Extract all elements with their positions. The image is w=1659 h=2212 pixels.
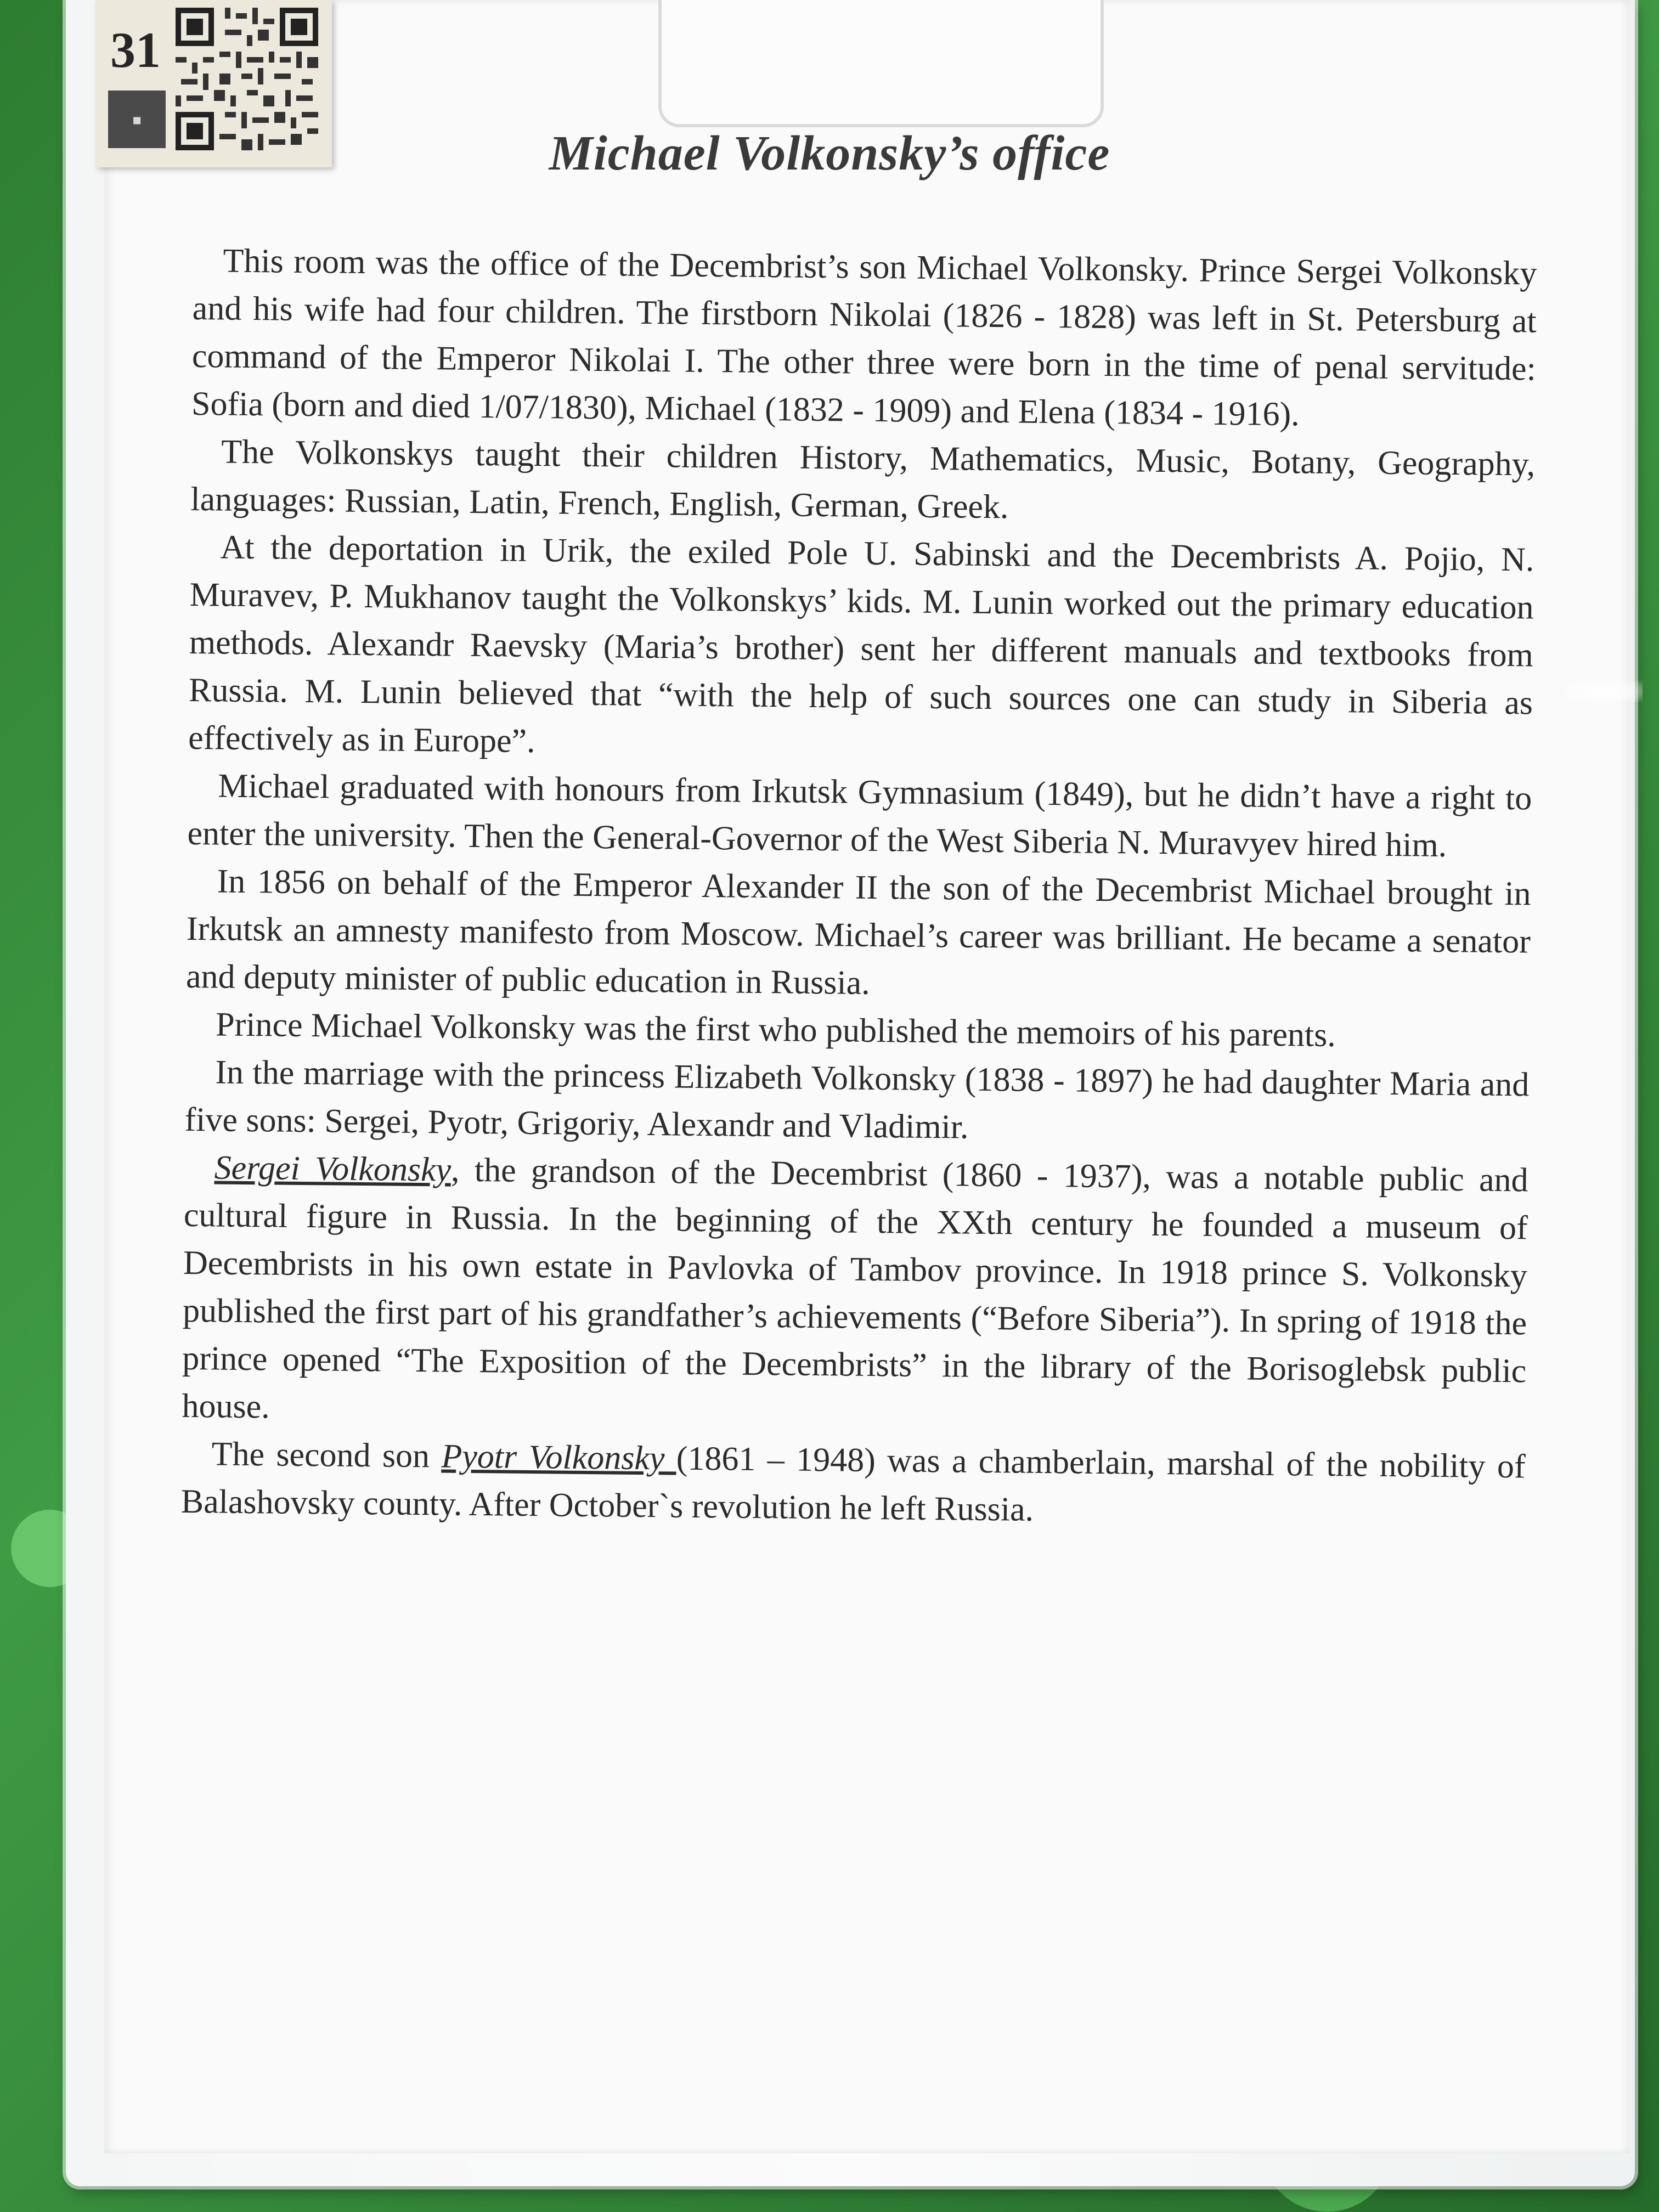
hanger-cutout [658, 0, 1104, 127]
sleeve-glare [1566, 680, 1643, 702]
paragraph-8-text: , the grandson of the Decembrist (1860 - 1937), was a notable public and cultural figure in Russia. In the beginning of the XXth century he founded a museum of Decembrists in his own estate in Pavlovka of Tambov province. In 1918 prince S. Volkonsky published the first part of his grandfather’s achievements (“Before Siberia”). In spring of 1918 the prince opened “The Exposition of the Decembrists” in the library of the Borisoglebsk public house. [182, 1151, 1528, 1426]
paragraph-5: In 1856 on behalf of the Emperor Alexander II the son of the Decembrist Michael brought in Irkutsk an amnesty manifesto from Moscow. Michael’s career was brilliant. He became a senator and deputy minister of public education in Russia. [185, 862, 1531, 1002]
paragraph-6: Prince Michael Volkonsky was the first who published the memoirs of his parents. [215, 1006, 1336, 1054]
paragraph-9-text: (1861 – 1948) was a chamberlain, marshal of the nobility of Balashovsky county. After October`s revolution he left Russia. [180, 1440, 1526, 1528]
paragraph-2: The Volkonskys taught their children History, Mathematics, Music, Botany, Geography, languages: Russian, Latin, French, English, German, Greek. [190, 433, 1536, 526]
sergei-volkonsky-name: Sergei Volkonsky [214, 1149, 452, 1189]
exhibit-number: 31 [110, 22, 161, 78]
pyotr-volkonsky-name: Pyotr Volkonsky [441, 1437, 677, 1477]
paragraph-7: In the marriage with the princess Elizabeth Volkonsky (1838 - 1897) he had daughter Maria and five sons: Sergei, Pyotr, Grigoriy, Alexandr and Vladimir. [184, 1053, 1530, 1146]
qr-logo-icon: ◼ [108, 91, 166, 148]
paragraph-9-lead: The second son [211, 1435, 442, 1475]
body-text [180, 237, 1537, 1538]
paragraph-4: Michael graduated with honours from Irkutsk Gymnasium (1849), but he didn’t have a right to enter the university. Then the General-Governor of the West Siberia N. Muravyev hired him. [187, 767, 1532, 864]
paragraph-3: At the deportation in Urik, the exiled Pole U. Sabinski and the Decembrists A. Pojio, N. Muravev, P. Mukhanov taught the Volkonskys’ kids. M. Lunin worked out the primary education methods. Alexandr Raevsky (Maria’s brother) sent her different manuals and textbooks from Russia. M. Lunin believed that “with the help of such sources one can study in Siberia as effectively as in Europe”. [188, 528, 1534, 760]
page-title: Michael Volkonsky’s office [549, 126, 1110, 180]
paragraph-1: This room was the office of the Decembrist’s son Michael Volkonsky. Prince Sergei Volkonsky and his wife had four children. The firstborn Nikolai (1826 - 1828) was left in St. Petersburg at command of the Emperor Nikolai I. The other three were born in the time of penal servitude: Sofia (born and died 1/07/1830), Michael (1832 - 1909) and Elena (1834 - 1916). [191, 242, 1537, 433]
paragraph-8 [182, 1144, 1528, 1443]
paragraph-9 [180, 1430, 1526, 1539]
